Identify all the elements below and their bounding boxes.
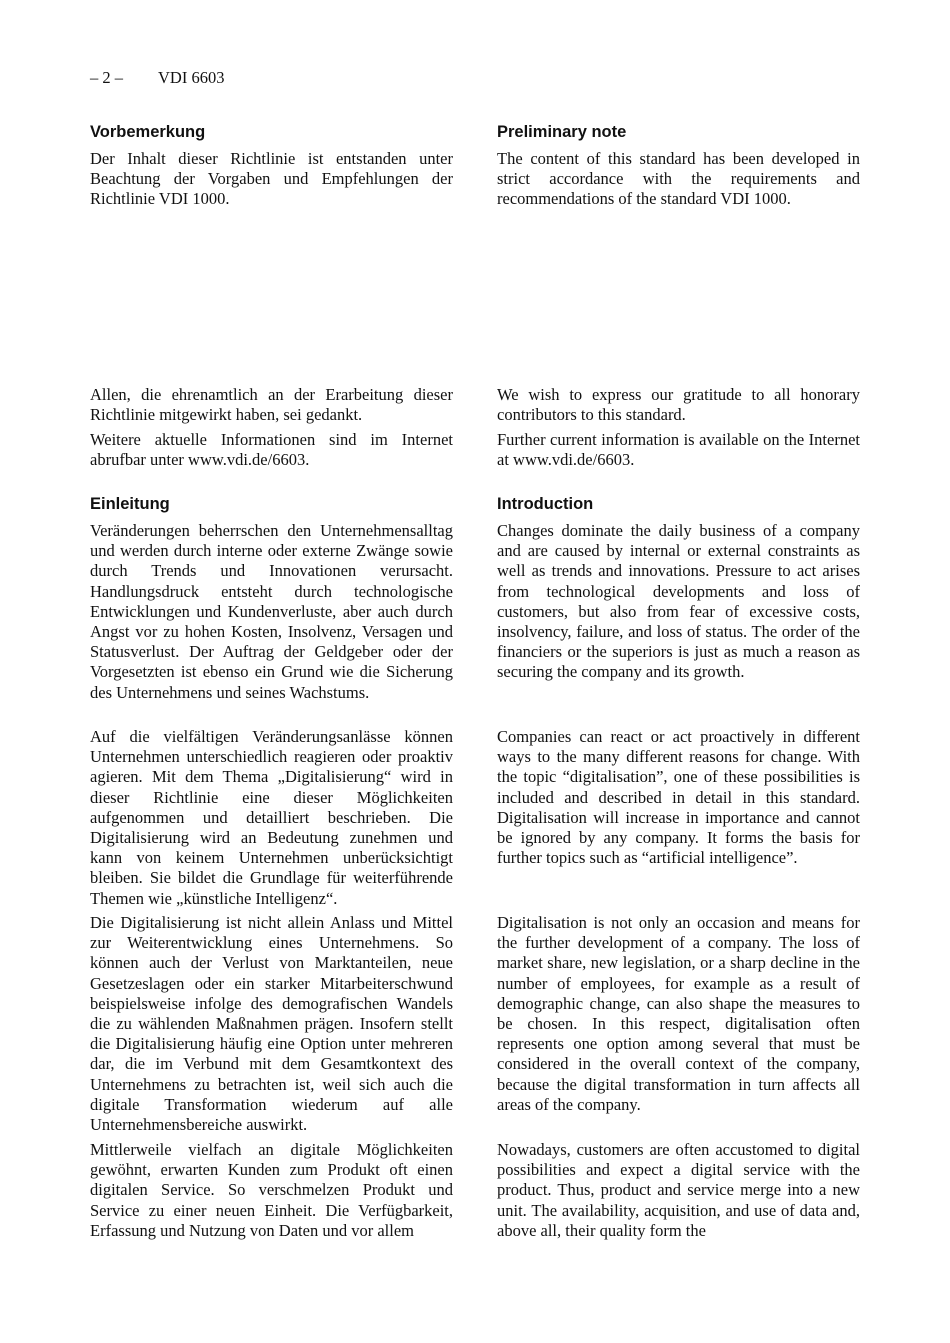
intro-paragraph-2-en: Companies can react or act proactively in different ways to the many different reasons for change. With the topic “digitalisation”, one of these possibilities is included and described in detail in this standard. Digitalisation will increase in importance and cannot be ignored by any company. It forms the basis for further topics such as “artificial intelligence”.: [497, 727, 860, 868]
intro-paragraph-1-en: Changes dominate the daily business of a company and are caused by internal or external constraints as well as trends and innovations. Pressure to act arises from technological developments and loss of customers, but also from fear of excessive costs, insolvency, failure, and loss of status. The order of the financiers or the superiors is just as much a reason as securing the company and its growth.: [497, 521, 860, 682]
info-text-de: Weitere aktuelle Informationen sind im Internet abrufbar unter www.vdi.de/6603.: [90, 430, 453, 470]
introduction-heading-de: Einleitung: [90, 495, 170, 513]
preface-text-de: Der Inhalt dieser Richtlinie ist entstanden unter Beachtung der Vorgaben und Empfehlungen der Richtlinie VDI 1000.: [90, 149, 453, 209]
preface-heading-en: Preliminary note: [497, 123, 627, 141]
page-number: – 2 –: [90, 68, 123, 87]
intro-paragraph-2-de: Auf die vielfältigen Veränderungsanlässe können Unternehmen unterschiedlich reagieren oder proaktiv agieren. Mit dem Thema „Digitalisierung“ wird in dieser Richtlinie eine dieser Möglichkeiten aufgenommen und detailliert beschrieben. Die Digitalisierung wird an Bedeutung zunehmen und kann von keinem Unternehmen unberücksichtigt bleiben. Sie bildet die Grundlage für weiterführende Themen wie „künstliche Intelligenz“.: [90, 727, 453, 908]
preface-heading-de: Vorbemerkung: [90, 123, 206, 141]
intro-paragraph-3-en: Digitalisation is not only an occasion and means for the further development of a company. The loss of market share, new legislation, or a sharp decline in the number of employees, for example as a result of demographic change, can also shape the measures to be chosen. In this respect, digitalisation often represents one option among several that must be considered in the overall context of the company, because the digital transformation in turn affects all areas of the company.: [497, 913, 860, 1114]
thanks-text-en: We wish to express our gratitude to all honorary contributors to this standard.: [497, 385, 860, 425]
intro-paragraph-4-en: Nowadays, customers are often accustomed to digital possibilities and expect a digital service with the product. Thus, product and service merge into a new unit. The availability, acquisition, and use of data and, above all, their quality form the: [497, 1140, 860, 1240]
info-text-en: Further current information is available on the Internet at www.vdi.de/6603.: [497, 430, 860, 470]
thanks-text-de: Allen, die ehrenamtlich an der Erarbeitung dieser Richtlinie mitgewirkt haben, sei gedankt.: [90, 385, 453, 425]
intro-paragraph-4-de: Mittlerweile vielfach an digitale Möglichkeiten gewöhnt, erwarten Kunden zum Produkt oft einen digitalen Service. So verschmelzen Produkt und Service zu einer neuen Einheit. Die Verfügbarkeit, Erfassung und Nutzung von Daten und vor allem: [90, 1140, 453, 1240]
preface-text-en: The content of this standard has been developed in strict accordance with the requirements and recommendations of the standard VDI 1000.: [497, 149, 860, 209]
intro-paragraph-1-de: Veränderungen beherrschen den Unternehmensalltag und werden durch interne oder externe Zwänge sowie durch Trends und Innovationen verursacht. Handlungsdruck entsteht durch technologische Entwicklungen und Kundenverluste, aber auch durch Angst vor zu hohen Kosten, Insolvenz, Versagen und Statusverlust. Der Auftrag der Geldgeber oder der Vorgesetzten ist ebenso ein Grund wie die Sicherung des Unternehmens und seines Wachstums.: [90, 521, 453, 702]
intro-paragraph-3-de: Die Digitalisierung ist nicht allein Anlass und Mittel zur Weiterentwicklung eines Unternehmens. So können auch der Verlust von Marktanteilen, neue Gesetzeslagen oder ein starker Mitarbeiterschwund beispielsweise infolge des demografischen Wandels die zu wählenden Maßnahmen prägen. Insofern stellt die Digitalisierung häufig eine Option unter mehreren dar, die im Verbund mit dem Gesamtkontext des Unternehmens zu betrachten ist, weil sich auch die digitale Transformation wiederum auf alle Unternehmensbereiche auswirkt.: [90, 913, 453, 1135]
introduction-heading-en: Introduction: [497, 495, 594, 513]
page-header: [90, 68, 224, 88]
document-id: VDI 6603: [158, 68, 225, 87]
